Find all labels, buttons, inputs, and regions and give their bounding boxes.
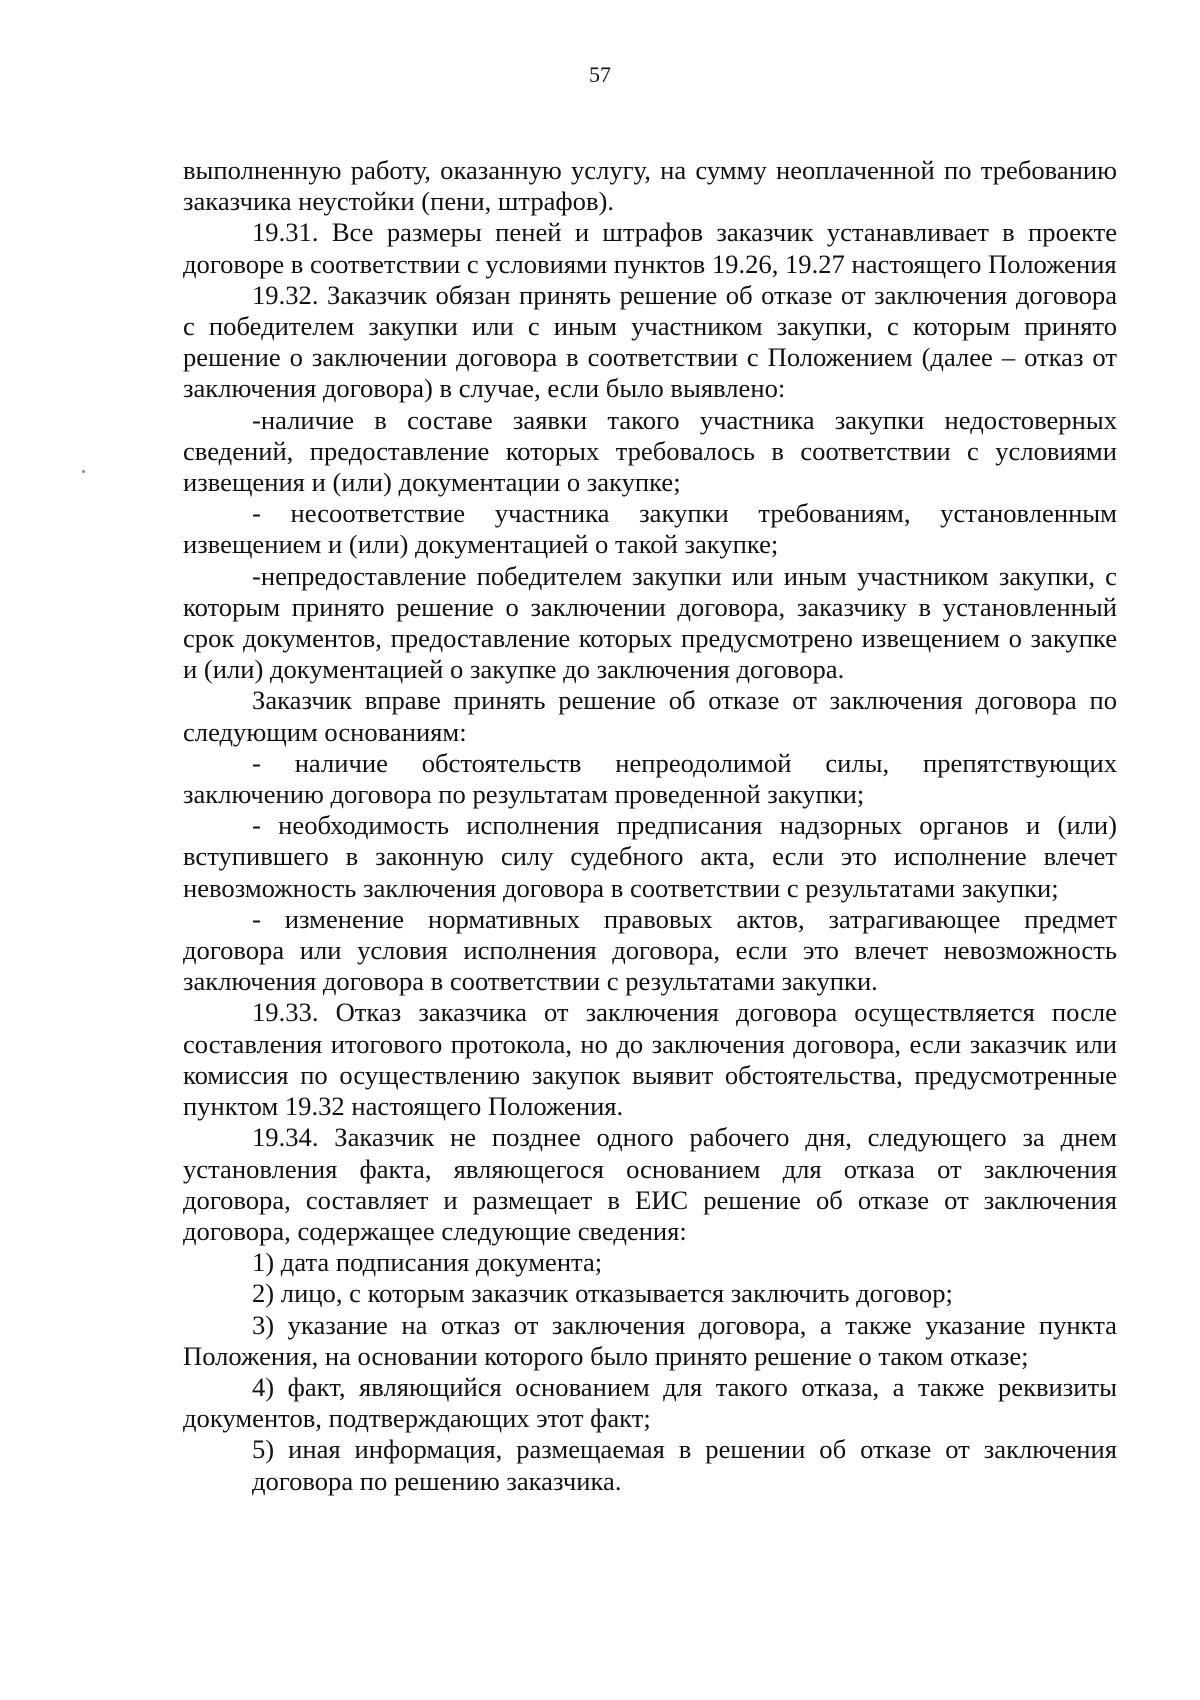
paragraph: - несоответствие участника закупки требованиям, установленным извещением и (или) документацией о такой закупке;	[183, 498, 1117, 560]
paragraph: 19.31. Все размеры пеней и штрафов заказчик устанавливает в проекте договоре в соответствии с условиями пунктов 19.26, 19.27 настоящего Положения	[183, 217, 1117, 279]
paragraph: - наличие обстоятельств непреодолимой силы, препятствующих заключению договора по результатам проведенной закупки;	[183, 747, 1117, 810]
paragraph: 1) дата подписания документа;	[252, 1247, 603, 1278]
paragraph: 2) лицо, с которым заказчик отказывается заключить договор;	[252, 1278, 953, 1309]
document-body	[183, 155, 1117, 1497]
paragraph: 19.32. Заказчик обязан принять решение об отказе от заключения договора с победителем закупки или с иным участником закупки, с которым принято решение о заключении договора в соответствии с Положением (далее – отказ от заключения договора) в случае, если было выявлено:	[183, 279, 1117, 404]
paragraph: - необходимость исполнения предписания надзорных органов и (или) вступившего в законную силу судебного акта, если это исполнение влечет невозможность заключения договора в соответствии с результатами закупки;	[183, 810, 1117, 903]
paragraph: 19.33. Отказ заказчика от заключения договора осуществляется после составления итогового протокола, но до заключения договора, если заказчик или комиссия по осуществлению закупок выявит обстоятельства, предусмотренные пунктом 19.32 настоящего Положения.	[183, 997, 1117, 1122]
paragraph: выполненную работу, оказанную услугу, на сумму неоплаченной по требованию заказчика неустойки (пени, штрафов).	[183, 155, 1117, 217]
page-number: 57	[589, 62, 611, 87]
paragraph: - изменение нормативных правовых актов, затрагивающее предмет договора или условия исполнения договора, если это влечет невозможность заключения договора в соответствии с результатами закупки.	[183, 903, 1117, 997]
stray-mark	[82, 470, 85, 473]
paragraph: 3) указание на отказ от заключения договора, а также указание пункта Положения, на основании которого было принято решение о таком отказе;	[183, 1309, 1117, 1371]
paragraph: -непредоставление победителем закупки или иным участником закупки, с которым принято решение о заключении договора, заказчику в установленный срок документов, предоставление которых предусмотрено извещением о закупке и (или) документацией о закупке до заключения договора.	[183, 560, 1117, 685]
paragraph: 5) иная информация, размещаемая в решении об отказе от заключения договора по решению заказчика.	[252, 1434, 1117, 1496]
paragraph: 4) факт, являющийся основанием для такого отказа, а также реквизиты документов, подтверждающих этот факт;	[183, 1371, 1117, 1434]
paragraph: -наличие в составе заявки такого участника закупки недостоверных сведений, предоставление которых требовалось в соответствии с условиями извещения и (или) документации о закупке;	[183, 404, 1117, 498]
paragraph: Заказчик вправе принять решение об отказе от заключения договора по следующим основаниям:	[183, 685, 1117, 747]
paragraph: 19.34. Заказчик не позднее одного рабочего дня, следующего за днем установления факта, являющегося основанием для отказа от заключения договора, составляет и размещает в ЕИС решение об отказе от заключения договора, содержащее следующие сведения:	[183, 1122, 1117, 1246]
